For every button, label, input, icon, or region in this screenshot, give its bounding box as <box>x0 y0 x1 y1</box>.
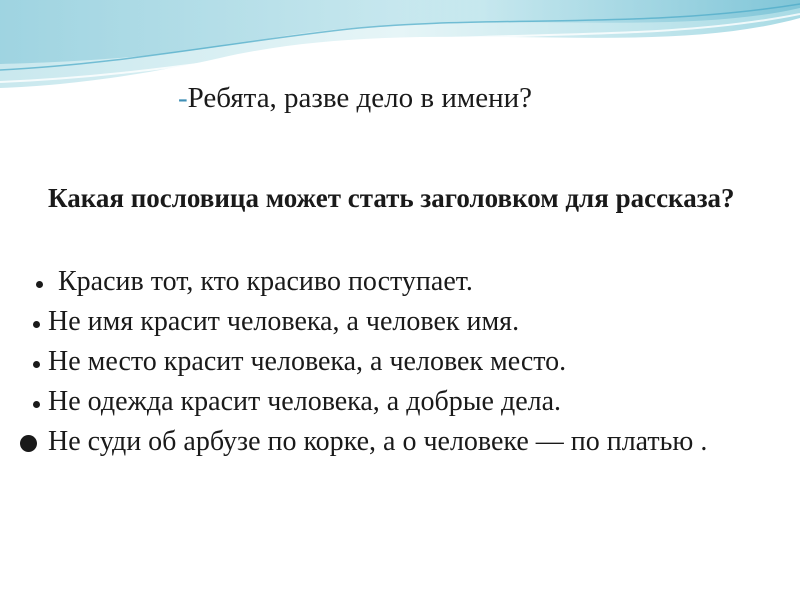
header-wave-decoration <box>0 0 800 90</box>
proverb-item <box>0 302 800 342</box>
proverb-item <box>0 382 800 422</box>
proverb-item <box>0 262 800 302</box>
proverb-list <box>0 262 800 462</box>
bullet-dot-large-icon <box>0 422 48 462</box>
bullet-dot-icon <box>0 342 48 382</box>
bullet-dot-icon <box>0 262 48 302</box>
proverb-text: Не суди об арбузе по корке, а о человеке — по платью . <box>48 426 708 457</box>
proverb-item <box>0 422 800 462</box>
proverb-item <box>0 342 800 382</box>
question-dash: - <box>178 82 188 114</box>
question-text: Ребята, разве дело в имени? <box>187 82 532 114</box>
proverb-text: Не имя красит человека, а человек имя. <box>48 306 520 337</box>
proverb-text: Красив тот, кто красиво поступает. <box>58 266 473 297</box>
proverb-text: Не одежда красит человека, а добрые дела. <box>48 386 562 417</box>
proverb-text: Не место красит человека, а человек место. <box>48 346 567 377</box>
question-line <box>178 78 532 118</box>
prompt-heading: Какая пословица может стать заголовком для рассказа? <box>48 183 735 213</box>
bullet-dot-icon <box>0 302 48 342</box>
bullet-dot-icon <box>0 382 48 422</box>
